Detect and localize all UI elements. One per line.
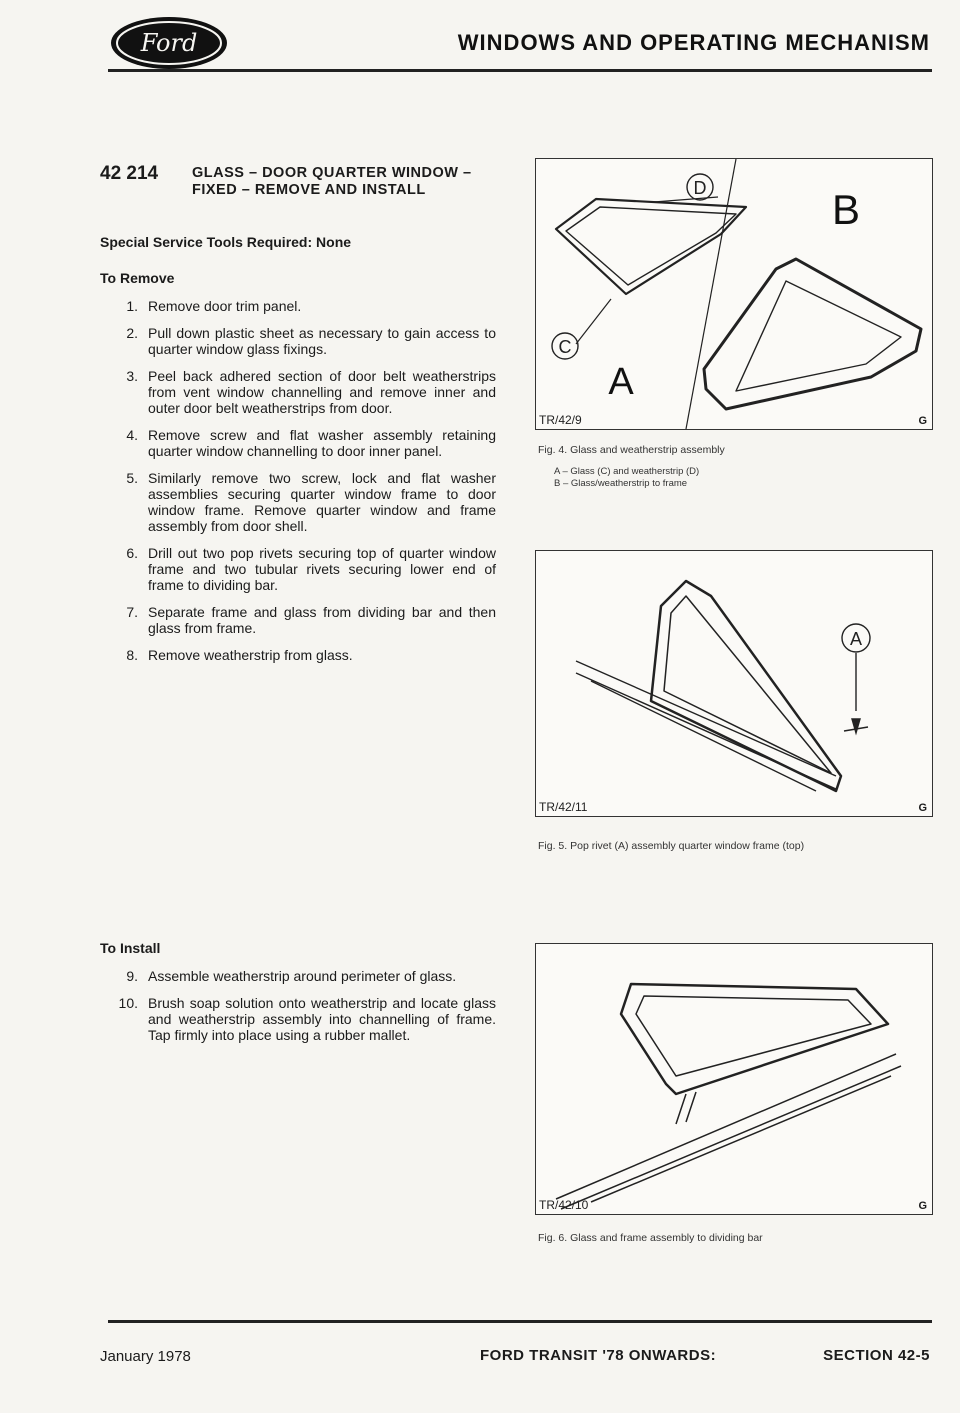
remove-heading: To Remove (100, 270, 175, 286)
figure-4-caption: Fig. 4. Glass and weatherstrip assembly (538, 444, 725, 456)
step-number: 8. (126, 647, 138, 663)
figure-4-label-b: B (831, 186, 861, 233)
figure-4-mark: G (918, 415, 927, 427)
header-rule (108, 69, 932, 72)
step-item (100, 368, 496, 416)
step-text: Remove weatherstrip from glass. (148, 647, 353, 663)
step-item (100, 604, 496, 636)
figure-5 (535, 550, 933, 817)
remove-steps-list (100, 298, 496, 674)
ford-logo-text: Ford (140, 29, 198, 57)
figure-6-caption: Fig. 6. Glass and frame assembly to dividing bar (538, 1232, 763, 1244)
figure-5-label-a: A (849, 629, 863, 649)
figure-6-mark: G (918, 1200, 927, 1212)
step-text: Peel back adhered section of door belt weatherstrips from vent window channelling and remove inner and outer door belt weatherstrips from door. (148, 368, 496, 416)
footer-date: January 1978 (100, 1348, 191, 1365)
figure-4-legend-a: A – Glass (C) and weatherstrip (D) (554, 466, 700, 477)
special-tools-note: Special Service Tools Required: None (100, 234, 352, 250)
figure-4-drawing (536, 159, 932, 429)
step-item (100, 995, 496, 1043)
step-number: 4. (126, 427, 138, 443)
figure-4-legend-b: B – Glass/weatherstrip to frame (554, 478, 688, 489)
install-steps-list (100, 968, 496, 1054)
step-text: Separate frame and glass from dividing bar and then glass from frame. (148, 604, 496, 636)
step-number: 7. (126, 604, 138, 620)
figure-6 (535, 943, 933, 1215)
step-item (100, 470, 496, 534)
step-text: Drill out two pop rivets securing top of quarter window frame and two tubular rivets securing lower end of frame to dividing bar. (148, 545, 496, 593)
figure-5-ref: TR/42/11 (539, 800, 588, 814)
step-item (100, 298, 496, 314)
step-number: 1. (126, 298, 138, 314)
figure-5-mark: G (918, 802, 927, 814)
step-text: Assemble weatherstrip around perimeter of glass. (148, 968, 457, 984)
figure-6-drawing (536, 944, 932, 1214)
figure-5-caption: Fig. 5. Pop rivet (A) assembly quarter window frame (top) (538, 840, 805, 852)
figure-4 (535, 158, 933, 430)
step-item (100, 647, 496, 663)
step-text: Brush soap solution onto weatherstrip and locate glass and weatherstrip assembly into channelling of frame. Tap firmly into place using a rubber mallet. (148, 995, 496, 1043)
figure-6-ref: TR/42/10 (539, 1198, 589, 1212)
step-text: Similarly remove two screw, lock and flat washer assemblies securing quarter window frame to door window frame. Remove quarter window and frame assembly from door shell. (148, 470, 496, 534)
step-item (100, 325, 496, 357)
step-number: 9. (126, 968, 138, 984)
figure-4-label-d: D (693, 178, 707, 198)
step-number: 6. (126, 545, 138, 561)
footer-section: SECTION 42-5 (823, 1347, 930, 1364)
step-item (100, 427, 496, 459)
step-text: Remove door trim panel. (148, 298, 302, 314)
step-number: 5. (126, 470, 138, 486)
step-text: Pull down plastic sheet as necessary to gain access to quarter window glass fixings. (148, 325, 496, 357)
figure-4-ref: TR/42/9 (539, 413, 582, 427)
procedure-title: GLASS – DOOR QUARTER WINDOW – FIXED – REMOVE AND INSTALL (192, 165, 472, 198)
figure-4-label-c: C (558, 337, 572, 357)
procedure-number: 42 214 (100, 163, 159, 184)
page-header-title: WINDOWS AND OPERATING MECHANISM (457, 30, 930, 55)
footer-rule (108, 1320, 932, 1323)
install-heading: To Install (100, 940, 161, 956)
figure-4-label-a: A (608, 361, 634, 403)
step-text: Remove screw and flat washer assembly retaining quarter window channelling to door inner panel. (148, 427, 496, 459)
step-number: 3. (126, 368, 138, 384)
step-number: 10. (118, 995, 138, 1011)
step-item (100, 968, 496, 984)
step-item (100, 545, 496, 593)
footer-publication: FORD TRANSIT '78 ONWARDS: (480, 1347, 717, 1364)
ford-logo (108, 14, 230, 72)
step-number: 2. (126, 325, 138, 341)
figure-5-drawing (536, 551, 932, 816)
